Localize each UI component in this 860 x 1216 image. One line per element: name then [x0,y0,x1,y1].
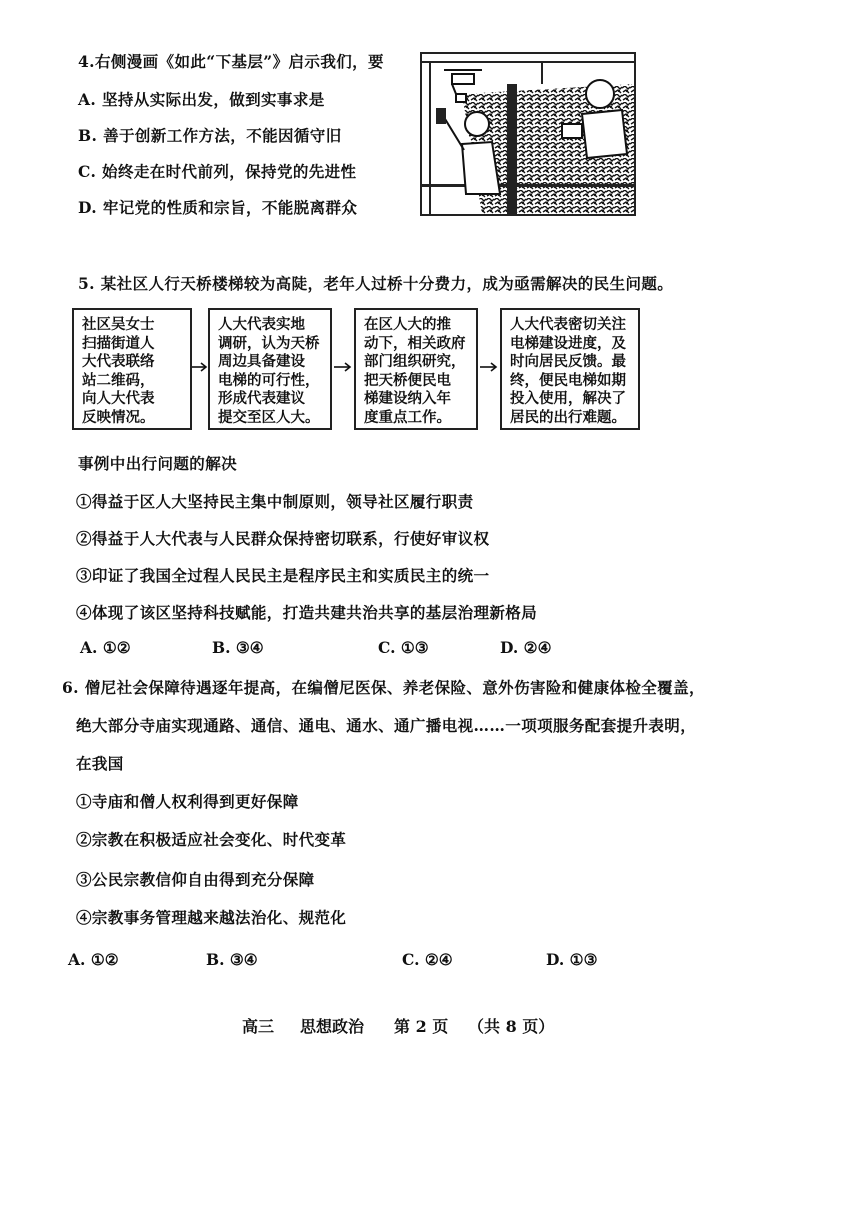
flow-step-2-line: 电梯的可行性， [218,371,320,389]
flow-step-3-line: 在区人大的推 [364,316,451,333]
flow-step-2-line: 提交至区人大。 [218,408,320,426]
flow-step-1 [72,308,192,430]
q5-choice-b: B. ③④ [212,638,264,657]
footer-grade: 高三 [242,1017,275,1036]
q5-choice-a: A. ①② [80,638,131,657]
q6-choice-a: A. ①② [68,950,119,969]
q5-choice-d: D. ②④ [500,638,552,657]
arrow-icon [334,360,352,374]
flow-step-3-line: 把天桥便民电 [364,371,451,389]
flow-step-2-line: 周边具备建设 [218,353,305,370]
q6-choice-b: B. ③④ [206,950,258,969]
q4-option-c: C. 始终走在时代前列，保持党的先进性 [78,162,357,181]
flow-step-3-line: 部门组织研究， [364,353,466,370]
q4-option-b: B. 善于创新工作方法，不能因循守旧 [78,126,342,145]
q5-choice-c: C. ①③ [378,638,429,657]
flow-step-4-line: 时向居民反馈。最 [510,353,626,370]
footer-subject: 思想政治 [300,1017,365,1036]
flow-step-4-line: 终，便民电梯如期 [510,371,626,389]
flow-step-3 [354,308,478,430]
arrow-icon [480,360,498,374]
q4-stem: 4.右侧漫画《如此“下基层”》启示我们，要 [78,52,384,71]
q6-choice-d: D. ①③ [546,950,598,969]
flow-step-3-line: 动下，相关政府 [364,334,466,352]
q6-stem-line-2: 绝大部分寺庙实现通路、通信、通电、通水、通广播电视……一项项服务配套提升表明， [76,716,697,735]
flow-step-4-line: 投入使用，解决了 [510,390,626,407]
flow-step-1-line: 站二维码， [82,371,155,389]
q4-option-a: A. 坚持从实际出发，做到实事求是 [78,90,325,109]
q5-item-3: ③印证了我国全过程人民民主是程序民主和实质民主的统一 [76,566,490,585]
flow-step-4 [500,308,640,430]
q6-choice-c: C. ②④ [402,950,453,969]
cartoon-drawing [422,54,634,214]
flow-step-1-line: 大代表联络 [82,353,155,370]
q4-option-d: D. 牢记党的性质和宗旨，不能脱离群众 [78,198,358,217]
flow-step-3-line: 梯建设纳入年 [364,390,451,407]
q6-item-2: ②宗教在积极适应社会变化、时代变革 [76,830,347,849]
flow-step-3-line: 度重点工作。 [364,408,451,426]
flow-step-1-line: 社区吴女士 [82,316,155,333]
flow-step-2-line: 形成代表建议 [218,390,305,407]
footer-total: （共 8 页） [468,1017,555,1036]
footer-page: 第 2 页 [394,1017,449,1036]
q5-item-1: ①得益于区人大坚持民主集中制原则，领导社区履行职责 [76,492,474,511]
q6-item-4: ④宗教事务管理越来越法治化、规范化 [76,908,347,927]
q6-stem-line-3: 在我国 [76,754,124,773]
flow-step-1-line: 向人大代表 [82,390,155,407]
q5-stem: 5. 某社区人行天桥楼梯较为高陡，老年人过桥十分费力，成为亟需解决的民生问题。 [78,274,674,293]
arrow-icon [192,360,208,374]
q6-item-3: ③公民宗教信仰自由得到充分保障 [76,870,315,889]
flow-step-4-line: 居民的出行难题。 [510,408,626,426]
flow-step-4-line: 人大代表密切关注 [510,316,626,333]
flow-step-1-line: 反映情况。 [82,408,155,426]
flow-step-2-line: 调研，认为天桥 [218,334,320,352]
cartoon-image [420,52,636,216]
q6-stem-line-1: 6. 僧尼社会保障待遇逐年提高，在编僧尼医保、养老保险、意外伤害险和健康体检全覆盖， [62,678,705,697]
q5-item-2: ②得益于人大代表与人民群众保持密切联系，行使好审议权 [76,529,490,548]
flow-step-1-line: 扫描街道人 [82,334,155,352]
q6-item-1: ①寺庙和僧人权利得到更好保障 [76,792,299,811]
flow-step-2-line: 人大代表实地 [218,316,305,333]
flow-step-2 [208,308,332,430]
flow-step-4-line: 电梯建设进度，及 [510,334,626,352]
q5-item-4: ④体现了该区坚持科技赋能，打造共建共治共享的基层治理新格局 [76,603,538,622]
q5-lead: 事例中出行问题的解决 [78,454,238,473]
